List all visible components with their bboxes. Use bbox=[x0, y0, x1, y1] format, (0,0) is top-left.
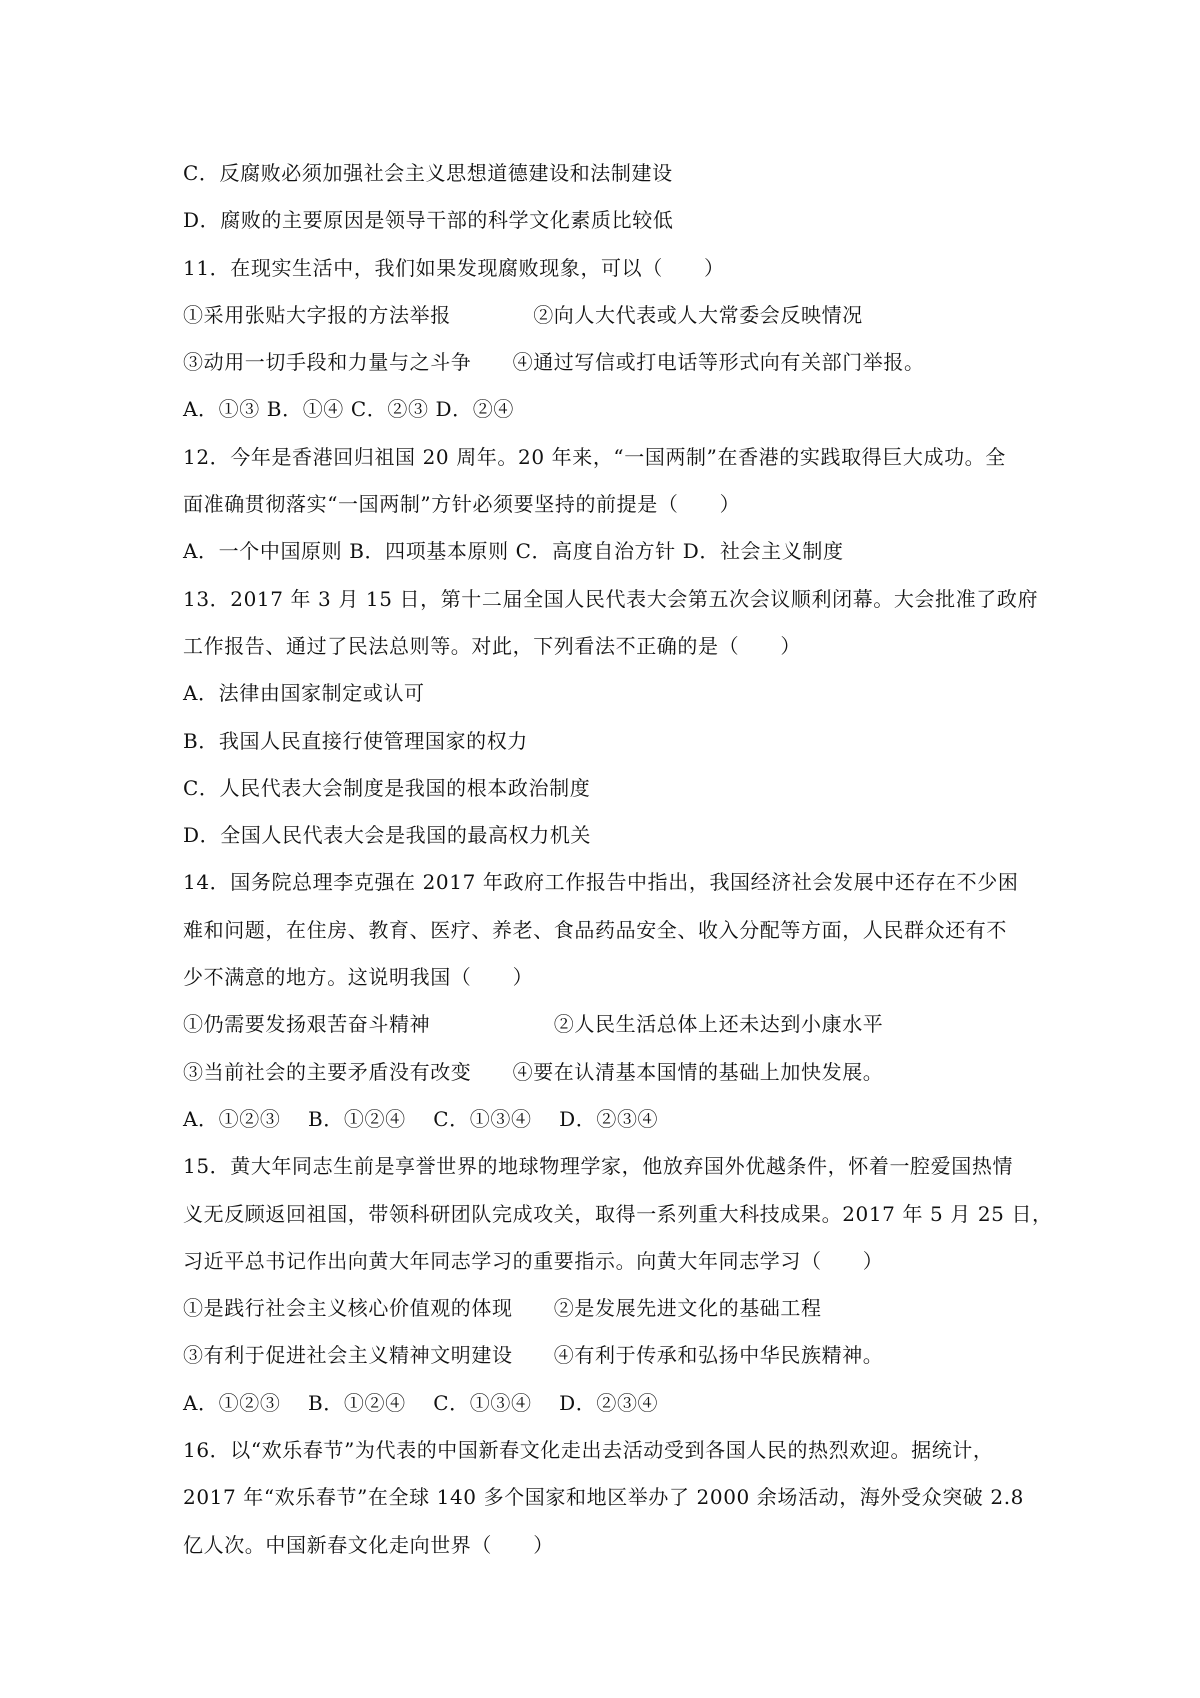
question-14-stem-line-3: 少不满意的地方。这说明我国（ ） bbox=[183, 965, 534, 990]
question-15-statements-1-2: ①是践行社会主义核心价值观的体现 ②是发展先进文化的基础工程 bbox=[183, 1296, 822, 1321]
question-16-stem-line-1: 16．以“欢乐春节”为代表的中国新春文化走出去活动受到各国人民的热烈欢迎。据统计， bbox=[183, 1438, 994, 1463]
question-15-stem-line-2: 义无反顾返回祖国，带领科研团队完成攻关，取得一系列重大科技成果。2017 年 5 月 25 日， bbox=[183, 1201, 1053, 1226]
question-13-option-b: B．我国人民直接行使管理国家的权力 bbox=[183, 728, 528, 753]
question-11-statements-1-2: ①采用张贴大字报的方法举报 ②向人大代表或人大常委会反映情况 bbox=[183, 302, 863, 327]
question-14-options: A．①②③ B．①②④ C．①③④ D．②③④ bbox=[183, 1106, 659, 1131]
question-16-stem-line-3: 亿人次。中国新春文化走向世界（ ） bbox=[183, 1532, 554, 1557]
question-15-stem-line-3: 习近平总书记作出向黄大年同志学习的重要指示。向黄大年同志学习（ ） bbox=[183, 1248, 884, 1273]
question-15-statements-3-4: ③有利于促进社会主义精神文明建设 ④有利于传承和弘扬中华民族精神。 bbox=[183, 1343, 884, 1368]
question-12-options: A．一个中国原则 B．四项基本原则 C．高度自治方针 D．社会主义制度 bbox=[183, 539, 844, 564]
question-13-option-c: C．人民代表大会制度是我国的根本政治制度 bbox=[183, 775, 591, 800]
question-14-stem-line-1: 14．国务院总理李克强在 2017 年政府工作报告中指出，我国经济社会发展中还存在不少困 bbox=[183, 870, 1019, 895]
option-10-d: D．腐败的主要原因是领导干部的科学文化素质比较低 bbox=[183, 208, 674, 233]
question-13-stem-line-2: 工作报告、通过了民法总则等。对此，下列看法不正确的是（ ） bbox=[183, 633, 801, 658]
question-11-stem: 11．在现实生活中，我们如果发现腐败现象，可以（ ） bbox=[183, 255, 725, 280]
question-15-options: A．①②③ B．①②④ C．①③④ D．②③④ bbox=[183, 1390, 659, 1415]
question-12-stem-line-2: 面准确贯彻落实“一国两制”方针必须要坚持的前提是（ ） bbox=[183, 492, 741, 517]
question-13-option-a: A．法律由国家制定或认可 bbox=[183, 681, 425, 706]
question-14-statements-1-2: ①仍需要发扬艰苦奋斗精神 ②人民生活总体上还未达到小康水平 bbox=[183, 1012, 884, 1037]
question-13-option-d: D．全国人民代表大会是我国的最高权力机关 bbox=[183, 823, 592, 848]
document-page bbox=[183, 150, 1053, 1569]
question-15-stem-line-1: 15．黄大年同志生前是享誉世界的地球物理学家，他放弃国外优越条件，怀着一腔爱国热情 bbox=[183, 1154, 1014, 1179]
question-13-stem-line-1: 13．2017 年 3 月 15 日，第十二届全国人民代表大会第五次会议顺利闭幕。大会批准了政府 bbox=[183, 586, 1039, 611]
option-10-c: C．反腐败必须加强社会主义思想道德建设和法制建设 bbox=[183, 161, 673, 185]
question-12-stem-line-1: 12．今年是香港回归祖国 20 周年。20 年来，“一国两制”在香港的实践取得巨大成功。全 bbox=[183, 444, 1006, 469]
question-14-statements-3-4: ③当前社会的主要矛盾没有改变 ④要在认清基本国情的基础上加快发展。 bbox=[183, 1059, 884, 1084]
question-16-stem-line-2: 2017 年“欢乐春节”在全球 140 多个国家和地区举办了 2000 余场活动，海外受众突破 2.8 bbox=[183, 1485, 1024, 1510]
question-11-options: A．①③ B．①④ C．②③ D．②④ bbox=[183, 397, 514, 422]
question-14-stem-line-2: 难和问题，在住房、教育、医疗、养老、食品药品安全、收入分配等方面，人民群众还有不 bbox=[183, 917, 1007, 942]
question-11-statements-3-4: ③动用一切手段和力量与之斗争 ④通过写信或打电话等形式向有关部门举报。 bbox=[183, 350, 925, 375]
